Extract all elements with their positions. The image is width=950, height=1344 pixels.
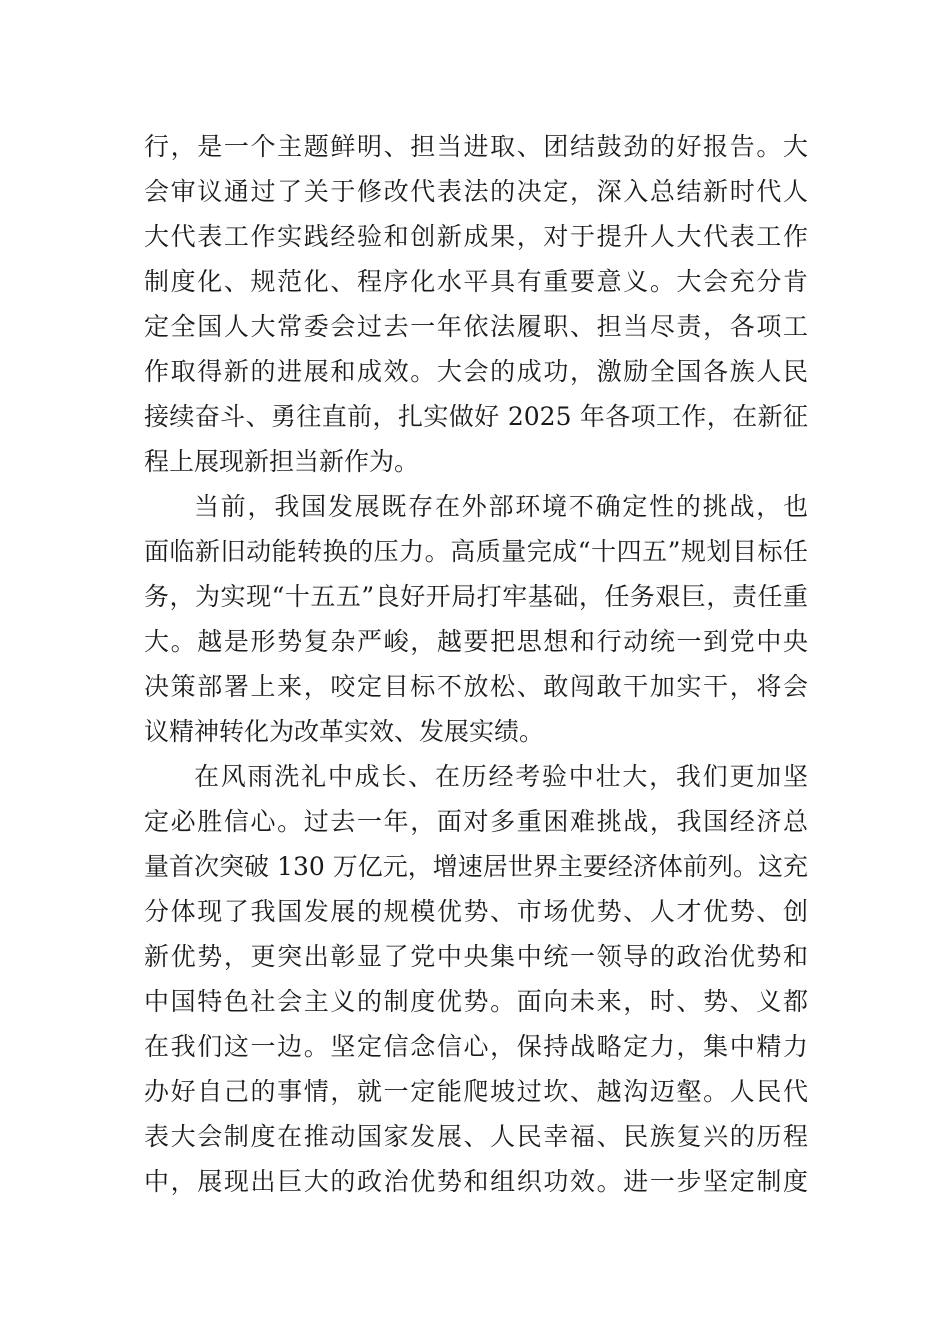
text-line: 定全国人大常委会过去一年依法履职、担当尽责，各项工	[144, 312, 808, 341]
text-line: 制度化、规范化、程序化水平具有重要意义。大会充分肯	[144, 267, 808, 296]
text-line: 行，是一个主题鲜明、担当进取、团结鼓劲的好报告。大	[144, 132, 808, 161]
paragraph-2	[144, 484, 808, 754]
text-line: 大。越是形势复杂严峻，越要把思想和行动统一到党中央	[144, 627, 808, 656]
text-line: 表大会制度在推动国家发展、人民幸福、民族复兴的历程	[144, 1122, 808, 1151]
text-line: 中国特色社会主义的制度优势。面向未来，时、势、义都	[144, 987, 808, 1016]
text-line: 办好自己的事情，就一定能爬坡过坎、越沟迈壑。人民代	[144, 1077, 808, 1106]
text-line: 新优势，更突出彰显了党中央集中统一领导的政治优势和	[144, 942, 808, 971]
text-line: 作取得新的进展和成效。大会的成功，激励全国各族人民	[144, 357, 808, 386]
text-line: 务，为实现“十五五”良好开局打牢基础，任务艰巨，责任重	[144, 582, 808, 611]
text-line: 程上展现新担当新作为。	[144, 447, 420, 476]
text-line: 当前，我国发展既存在外部环境不确定性的挑战，也	[194, 492, 808, 521]
text-line: 在我们这一边。坚定信念信心，保持战略定力，集中精力	[144, 1032, 808, 1061]
paragraph-1	[144, 124, 808, 484]
text-line: 量首次突破 130 万亿元，增速居世界主要经济体前列。这充	[144, 852, 808, 881]
text-line: 分体现了我国发展的规模优势、市场优势、人才优势、创	[144, 897, 808, 926]
text-line: 大代表工作实践经验和创新成果，对于提升人大代表工作	[144, 222, 808, 251]
article-body	[144, 124, 808, 1204]
text-line: 决策部署上来，咬定目标不放松、敢闯敢干加实干，将会	[144, 672, 808, 701]
text-line: 接续奋斗、勇往直前，扎实做好 2025 年各项工作，在新征	[144, 402, 808, 431]
text-line: 中，展现出巨大的政治优势和组织功效。进一步坚定制度	[144, 1167, 808, 1196]
paragraph-3	[144, 754, 808, 1204]
text-line: 面临新旧动能转换的压力。高质量完成“十四五”规划目标任	[144, 537, 808, 566]
text-line: 议精神转化为改革实效、发展实绩。	[144, 717, 545, 746]
text-line: 在风雨洗礼中成长、在历经考验中壮大，我们更加坚	[194, 762, 808, 791]
text-line: 定必胜信心。过去一年，面对多重困难挑战，我国经济总	[144, 807, 808, 836]
text-line: 会审议通过了关于修改代表法的决定，深入总结新时代人	[144, 177, 808, 206]
